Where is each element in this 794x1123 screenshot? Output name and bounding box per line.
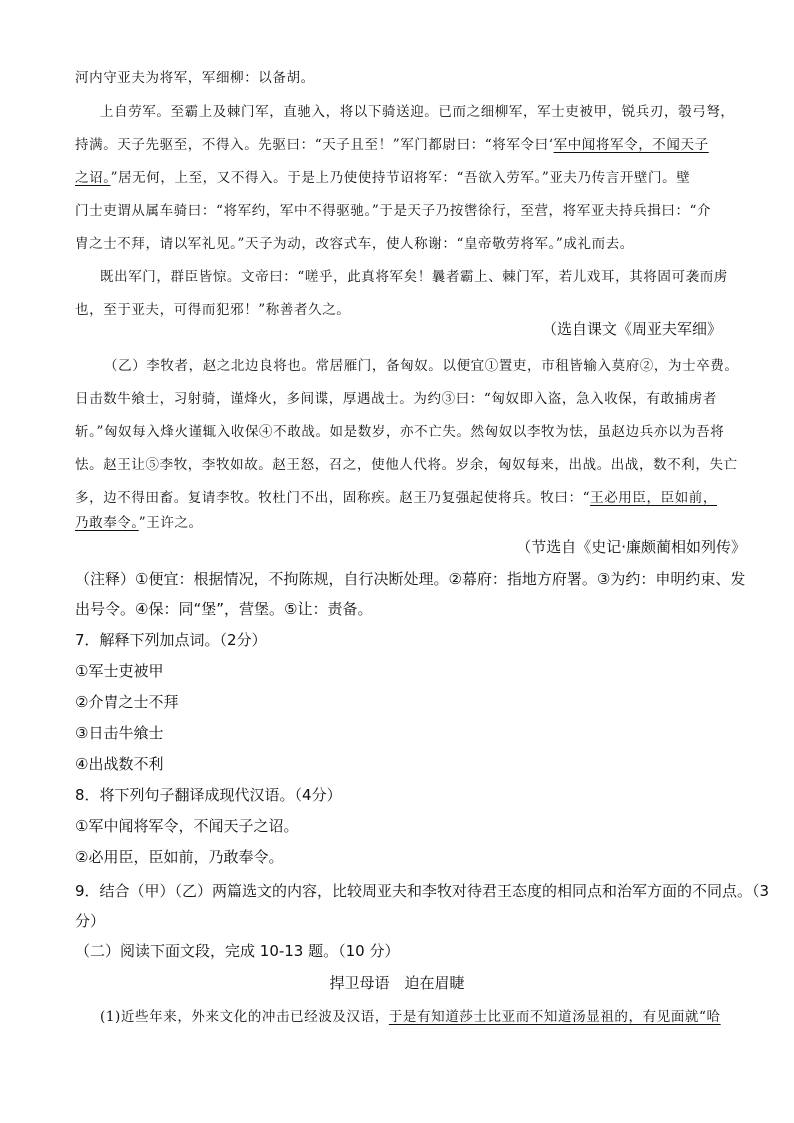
yi-line-5 xyxy=(75,486,717,506)
yi-line-4: 怯。赵王让⑤李牧，李牧如故。赵王怒，召之，使他人代将。岁余，匈奴每来，出战。出战，数不利，失亡 xyxy=(75,457,738,473)
jia-line-6: 胄之士不拜，请以军礼见。”天子为动，改容式车，使人称谢：“皇帝敬劳将军。”成礼而去。 xyxy=(75,236,634,252)
question-9: 9．结合（甲）（乙）两篇选文的内容，比较周亚夫和李牧对待君王态度的相同点和治军方面的不同点。（3 xyxy=(75,882,770,900)
yi-line-3: 斩。”匈奴每入烽火谨辄入收保④不敢战。如是数岁，亦不亡失。然匈奴以李牧为怯，虽赵边兵亦以为吾将 xyxy=(75,424,725,440)
underlined-quote-2-end: 乃敢奉令。 xyxy=(75,515,139,531)
jia-line-3 xyxy=(75,133,709,153)
jia-line-4 xyxy=(75,166,690,186)
question-7-item-3: ③日击牛飨士 xyxy=(75,724,164,742)
jia-line-5: 门士吏谓从属车骑曰：“将军约，军中不得驱驰。”于是天子乃按辔徐行，至营，将军亚夫持兵揖曰：“介 xyxy=(75,203,712,219)
article-title: 捍卫母语 迫在眉睫 xyxy=(329,974,465,992)
jia-line-2: 上自劳军。至霸上及棘门军，直驰入，将以下骑送迎。已而之细柳军，军士吏被甲，锐兵刃，彀弓弩， xyxy=(100,104,735,120)
question-9-cont: 分） xyxy=(75,912,106,930)
jia-line-1: 河内守亚夫为将军，军细柳：以备胡。 xyxy=(75,70,315,86)
yi-line-6 xyxy=(75,511,203,531)
yi-line-6-text: ”王许之。 xyxy=(138,515,203,531)
question-8-item-2: ②必用臣，臣如前，乃敢奉令。 xyxy=(75,848,284,866)
question-8-item-1: ①军中闻将军令，不闻天子之诏。 xyxy=(75,817,299,835)
jia-source: （选自课文《周亚夫军细》 xyxy=(541,320,722,338)
underlined-sentence-3: 于是有知道莎士比亚而不知道汤显祖的，有见面就“哈 xyxy=(388,1009,721,1025)
underlined-quote-1-end: 之诏。 xyxy=(75,170,111,186)
article-para-1-text: (1)近些年来，外来文化的冲击已经波及汉语， xyxy=(100,1009,389,1025)
yi-line-2: 日击数牛飨士，习射骑，谨烽火，多间谍，厚遇战士。为约③曰：“匈奴即入盗，急入收保，有敢捕虏者 xyxy=(75,391,717,407)
jia-line-3-text: 持满。天子先驱至，不得入。先驱曰：“天子且至！”军门都尉曰：“将军令曰‘ xyxy=(75,137,554,153)
question-7-item-1: ①军士吏被甲 xyxy=(75,662,164,680)
question-8: 8．将下列句子翻译成现代汉语。（4分） xyxy=(75,786,342,804)
yi-line-1: （乙）李牧者，赵之北边良将也。常居雁门，备匈奴。以便宜①置吏，市租皆输入莫府②，为士卒费。 xyxy=(104,358,739,374)
article-para-1 xyxy=(100,1005,721,1025)
yi-line-5-text: 多，边不得田畜。复请李牧。牧杜门不出，固称疾。赵王乃复强起使将兵。牧曰：“ xyxy=(75,490,591,506)
yi-source: （节选自《史记·廉颇蔺相如列传》 xyxy=(516,538,746,556)
question-7-item-4: ④出战数不利 xyxy=(75,755,164,773)
jia-line-7: 既出军门，群臣皆惊。文帝曰：“嗟乎，此真将军矣！曩者霸上、棘门军，若儿戏耳，其将固可袭而虏 xyxy=(100,269,728,285)
question-7-item-2: ②介胄之士不拜 xyxy=(75,693,179,711)
jia-line-4-text: ”居无何，上至，又不得入。于是上乃使使持节诏将军：“吾欲入劳军。”亚夫乃传言开壁门。壁 xyxy=(110,170,691,186)
underlined-quote-2: 王必用臣，臣如前， xyxy=(590,490,718,506)
section-2-heading: （二）阅读下面文段，完成 10-13 题。（10 分） xyxy=(75,942,400,960)
jia-line-8: 也，至于亚夫，可得而犯邪！”称善者久之。 xyxy=(75,302,351,318)
notes-line-1: （注释）①便宜：根据情况，不拘陈规，自行决断处理。②幕府：指地方府署。③为约：申明约束、发 xyxy=(75,570,746,588)
question-7: 7．解释下列加点词。（2分） xyxy=(75,631,267,649)
notes-line-2: 出号令。④保：同“堡”，营堡。⑤让：责备。 xyxy=(75,600,373,618)
underlined-quote-1: 军中闻将军令，不闻天子 xyxy=(553,137,709,153)
